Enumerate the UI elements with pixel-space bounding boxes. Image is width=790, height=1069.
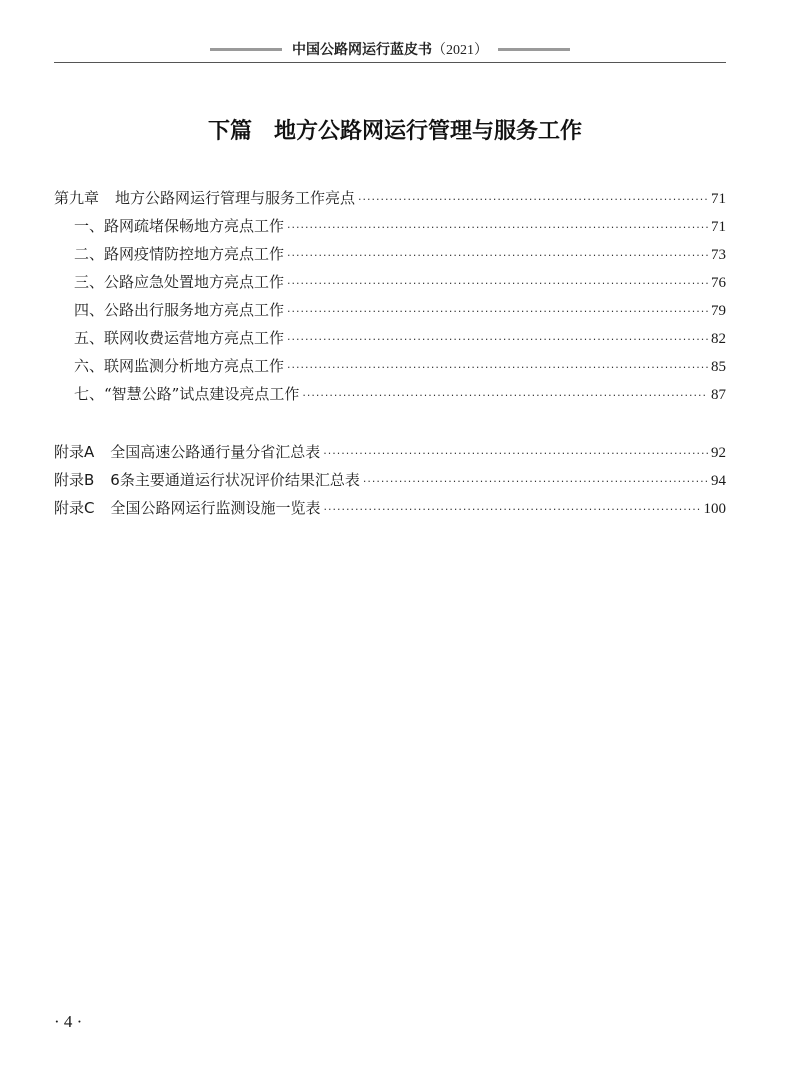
toc-section-title: 四、公路出行服务地方亮点工作 [74,301,285,319]
leader-dots [302,382,708,410]
toc-chapter-entry[interactable] [54,184,726,212]
leader-dots [287,214,708,242]
leader-dots [324,496,701,524]
toc-section-title: 二、路网疫情防控地方亮点工作 [74,245,285,263]
toc-appendix-entry[interactable] [54,494,726,522]
toc-page-number: 87 [711,387,726,403]
leader-dots [287,242,708,270]
toc-section-title: 六、联网监测分析地方亮点工作 [74,357,285,375]
toc-appendix-label [54,438,320,466]
header-title [292,39,488,59]
toc-appendix-label [54,494,321,522]
toc-section-entry[interactable] [54,268,726,296]
toc-page-number: 85 [711,359,726,375]
toc-page-number: 71 [711,219,726,235]
page-number: · 4 · [54,1012,83,1031]
toc-page-number: 94 [711,473,726,489]
appendix-title: 全国高速公路通行量分省汇总表 [110,443,321,461]
part-title [0,114,790,145]
chapter-title: 地方公路网运行管理与服务工作亮点 [115,189,356,207]
toc-section-title: 五、联网收费运营地方亮点工作 [74,329,285,347]
toc-section-entry[interactable] [54,352,726,380]
header-year: （2021） [432,43,488,58]
toc-section-entry[interactable] [54,240,726,268]
toc-section-entry[interactable] [54,212,726,240]
toc-section-title: 一、路网疏堵保畅地方亮点工作 [74,217,285,235]
header-book-title: 中国公路网运行蓝皮书 [292,42,432,58]
header-left-rule [210,48,282,51]
toc-section-entry[interactable] [54,324,726,352]
toc-section-entry[interactable] [54,296,726,324]
appendix-title: 6条主要通道运行状况评价结果汇总表 [110,471,360,489]
appendix-number: 附录A [54,443,95,461]
toc-page-number: 82 [711,331,726,347]
toc-section-title: 七、“智慧公路”试点建设亮点工作 [74,385,300,403]
leader-dots [323,440,708,468]
leader-dots [363,468,708,496]
part-heading: 地方公路网运行管理与服务工作 [274,118,583,144]
leader-dots [287,270,708,298]
chapter-number: 第九章 [54,189,100,207]
running-header [54,36,726,62]
toc-chapter-label [54,184,355,212]
appendix-number: 附录B [54,471,95,489]
toc-page-number: 71 [711,191,726,207]
toc-page-number: 92 [711,445,726,461]
toc-section-title: 三、公路应急处置地方亮点工作 [74,273,285,291]
appendix-number: 附录C [54,499,95,517]
part-prefix: 下篇 [207,118,252,144]
header-divider [54,62,726,63]
toc-appendix-entry[interactable] [54,466,726,494]
leader-dots [358,186,708,214]
toc-section-entry[interactable] [54,380,726,408]
toc-page-number: 100 [703,501,726,517]
appendix-title: 全国公路网运行监测设施一览表 [110,499,321,517]
toc-page-number: 73 [711,247,726,263]
leader-dots [287,354,708,382]
leader-dots [287,298,708,326]
leader-dots [287,326,708,354]
header-right-rule [498,48,570,51]
toc-appendix-entry[interactable] [54,438,726,466]
toc-page-number: 79 [711,303,726,319]
toc-appendix-label [54,466,360,494]
table-of-contents [54,184,726,522]
toc-page-number: 76 [711,275,726,291]
